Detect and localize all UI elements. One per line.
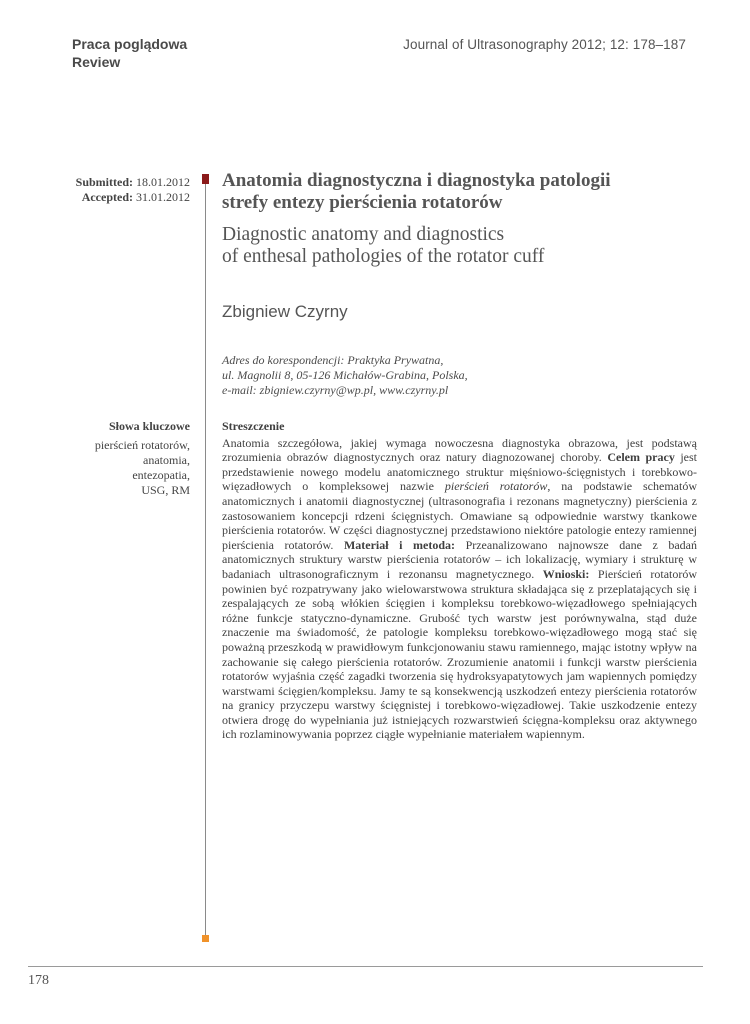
keyword-item: entezopatia, bbox=[132, 468, 190, 482]
journal-reference: Journal of Ultrasonography 2012; 12: 178–187 bbox=[403, 37, 686, 52]
article-type bbox=[72, 35, 187, 71]
page-number: 178 bbox=[28, 973, 49, 988]
column-divider bbox=[205, 182, 206, 938]
title-english bbox=[222, 224, 702, 268]
abstract-intro: Anatomia szczegółowa, jakiej wymaga nowoczesna diagnostyka obrazowa, jest podstawą zrozumienia obrazów diagnostycznych oraz natury diagnozowanej choroby. bbox=[222, 435, 697, 465]
author-name: Zbigniew Czyrny bbox=[222, 302, 348, 321]
keywords-heading: Słowa kluczowe bbox=[109, 419, 190, 433]
submitted-label: Submitted: bbox=[75, 175, 133, 189]
article-type-polish: Praca poglądowa bbox=[72, 36, 188, 52]
accepted-value: 31.01.2012 bbox=[136, 190, 190, 204]
aim-italic-term: pierścień rotatorów bbox=[444, 479, 548, 494]
conclusions-text: Pierścień rotatorów powinien być rozpatrywany jako wielowarstwowa struktura składająca się z przeplatających się i zespalających ze sobą włókien ścięgien i kompleksu torebkowo-więzadłowego spełniających różne funkcje statyczno-dynamiczne. Grubość tych warstw jest porównywalna, stąd duże znaczenie ma świadomość, że patologie kompleksu torebkowo-więzadłowego mogą stać się poważną przeszkodą w prawidłowym funkcjonowaniu stawu ramiennego, mając istotny wpływ na zachowanie się całego pierścienia rotatorów. Zrozumienie anatomii i funkcji warstw pierścienia rotatorów wyjaśnia część zagadki tworzenia się hydroksyapatytowych jam wapiennych pomiędzy warstwami ścięgien/kompleksu. Jamy te są konsekwencją uszkodzeń entezy pierścienia rotatorów na granicy przyczepu warstwy ścięgnistej i torebkowo-więzadłowej. Takie uszkodzenie entezy otwiera drogę do wypełniania już istniejących rozwarstwień ścięgna-kompleksu oraz aktywnego ich rozlaminowywania poprzez ciągłe wypełnianie materiałem wapiennym. bbox=[222, 566, 698, 742]
correspondence-address bbox=[222, 353, 702, 398]
accepted-label: Accepted: bbox=[81, 190, 133, 204]
keyword-item: USG, RM bbox=[141, 483, 190, 497]
keyword-item: anatomia, bbox=[143, 453, 190, 467]
top-marker bbox=[202, 174, 209, 184]
article-dates bbox=[76, 175, 190, 205]
keyword-item: pierścień rotatorów, bbox=[94, 438, 190, 452]
methods-label: Materiał i metoda: bbox=[343, 537, 456, 552]
footer-rule bbox=[28, 966, 703, 967]
abstract bbox=[222, 419, 697, 742]
conclusions-label: Wnioski: bbox=[542, 566, 590, 581]
title-polish-line-2: strefy entezy pierścienia rotatorów bbox=[222, 192, 503, 213]
title-polish-line-1: Anatomia diagnostyczna i diagnostyka patologii bbox=[222, 170, 611, 191]
methods-text: Przeanalizowano najnowsze dane z badań anatomicznych struktury warstw pierścienia rotatorów – ich lokalizację, wymiary i strukturę w badaniach ultrasonograficznym i rezonansu magnetycznego. bbox=[222, 537, 697, 581]
abstract-heading: Streszczenie bbox=[222, 419, 285, 433]
aim-text: jest przedstawienie nowego modelu anatomicznego struktur mięśniowo-ścięgnistych i torebkowo-więzadłowych o kompleksowej nazwie bbox=[222, 450, 698, 494]
submitted-value: 18.01.2012 bbox=[136, 175, 190, 189]
abstract-body bbox=[222, 436, 697, 742]
aim-label: Celem pracy bbox=[607, 450, 675, 465]
correspondence-line-2: ul. Magnolii 8, 05-126 Michałów-Grabina, Polska, bbox=[222, 368, 468, 382]
title-polish bbox=[222, 170, 702, 214]
title-english-line-2: of enthesal pathologies of the rotator cuff bbox=[222, 246, 545, 267]
aim-text-continued: , na podstawie schematów anatomicznych i anatomii diagnostycznej (ultrasonografia i rezonans magnetyczny) pierścienia z zastosowaniem koncepcji rdzeni ścięgnistych. Omawiane są odpowiednie warstwy tkankowe pierścienia rotatorów. W części diagnostycznej przedstawiono niektóre patologie entezy ramiennej pierścienia rotatorów. bbox=[222, 479, 697, 552]
accepted-date bbox=[76, 190, 190, 205]
keywords bbox=[95, 419, 190, 498]
title-english-line-1: Diagnostic anatomy and diagnostics bbox=[222, 224, 505, 245]
submitted-date bbox=[76, 175, 190, 190]
article-type-english: Review bbox=[72, 54, 121, 70]
correspondence-line-1: Adres do korespondencji: Praktyka Prywatna, bbox=[222, 353, 444, 367]
bottom-marker bbox=[202, 935, 209, 942]
correspondence-line-3: e-mail: zbigniew.czyrny@wp.pl, www.czyrny.pl bbox=[222, 383, 449, 397]
